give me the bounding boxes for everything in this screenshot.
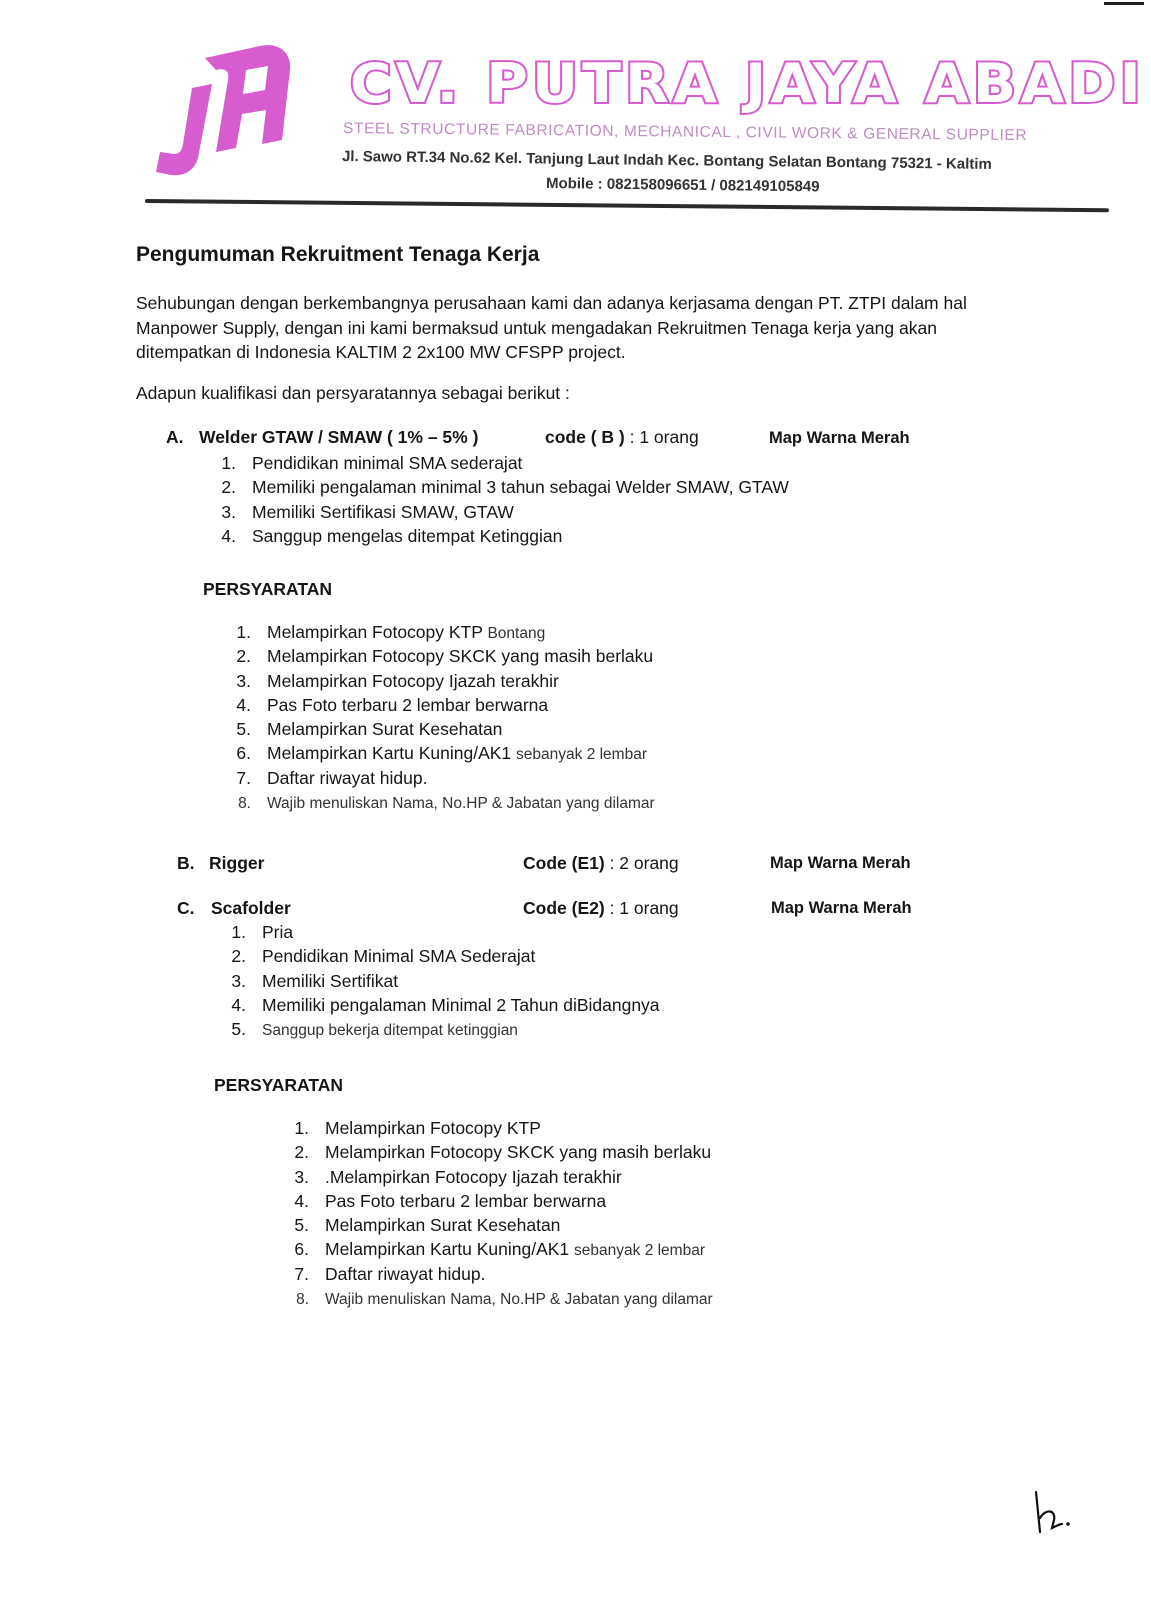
section-b-position: Rigger (209, 853, 265, 873)
list-item: 5. Melampirkan Surat Kesehatan (294, 1215, 561, 1236)
section-a-requirements (221, 620, 655, 814)
intro-line: ditempatkan di Indonesia KALTIM 2 2x100 MW CFSPP project. (136, 342, 626, 362)
section-b-code-label: Code (E1) (523, 853, 605, 873)
company-mobile: Mobile : 082158096651 / 082149105849 (545, 175, 820, 196)
section-b-folder: Map Warna Merah (770, 854, 911, 872)
intro-paragraph (136, 291, 1016, 365)
section-b-code (523, 853, 679, 874)
list-item: 4. Sanggup mengelas ditempat Ketinggian (221, 525, 563, 546)
section-c-position: Scafolder (211, 898, 291, 918)
list-item: 3. Melampirkan Fotocopy Ijazah terakhir (236, 670, 559, 691)
company-tagline: STEEL STRUCTURE FABRICATION, MECHANICAL , CIVIL WORK & GENERAL SUPPLIER (342, 120, 1028, 145)
list-item: 7. Daftar riwayat hidup. (236, 767, 428, 788)
letterhead-divider (145, 199, 1109, 212)
section-c-code-count: : 1 orang (609, 898, 679, 918)
list-item: 2. Memiliki pengalaman minimal 3 tahun sebagai Welder SMAW, GTAW (221, 477, 789, 498)
section-a-letter: A. (166, 427, 184, 447)
list-item: 5. Melampirkan Surat Kesehatan (236, 719, 503, 740)
section-b-code-count: : 2 orang (609, 853, 679, 873)
section-b-letter: B. (177, 853, 195, 873)
section-a-qualifications (206, 451, 789, 548)
section-a-code-count: : 1 orang (629, 427, 699, 447)
section-c-code-label: Code (E2) (523, 898, 605, 918)
list-item: 3. Memiliki Sertifikasi SMAW, GTAW (221, 501, 514, 522)
list-item: 1. Melampirkan Fotocopy KTP Bontang (236, 622, 546, 642)
list-item: 6. Melampirkan Kartu Kuning/AK1 sebanyak 2 lembar (236, 743, 647, 764)
list-item: 7. Daftar riwayat hidup. (294, 1263, 486, 1284)
company-name: CV. PUTRA JAYA ABADI (350, 52, 1145, 115)
section-c-code (523, 898, 679, 919)
list-item: 4. Pas Foto terbaru 2 lembar berwarna (236, 694, 549, 715)
section-c-qualifications (216, 920, 660, 1041)
list-item: 8. Wajib menuliskan Nama, No.HP & Jabatan yang dilamar (238, 795, 655, 813)
section-a-code (545, 427, 699, 448)
section-a-folder: Map Warna Merah (769, 429, 910, 447)
list-item: 4. Memiliki pengalaman Minimal 2 Tahun diBidangnya (231, 994, 660, 1015)
section-c-requirements-heading: PERSYARATAN (214, 1075, 344, 1095)
section-c-folder: Map Warna Merah (771, 899, 912, 917)
signature-mark (1030, 1488, 1090, 1538)
list-item: 3. .Melampirkan Fotocopy Ijazah terakhir (294, 1166, 622, 1187)
list-item: 1. Pria (231, 922, 294, 942)
section-a-code-label: code ( B ) (545, 427, 625, 447)
scan-mark (1104, 2, 1144, 5)
section-c-requirements (279, 1116, 713, 1310)
list-item: 2. Melampirkan Fotocopy SKCK yang masih berlaku (236, 646, 654, 667)
list-item: 2. Pendidikan Minimal SMA Sederajat (231, 946, 536, 967)
company-address: Jl. Sawo RT.34 No.62 Kel. Tanjung Laut Indah Kec. Bontang Selatan Bontang 75321 - Kaltim (341, 148, 992, 173)
section-a-requirements-heading: PERSYARATAN (203, 579, 333, 599)
list-item: 6. Melampirkan Kartu Kuning/AK1 sebanyak 2 lembar (294, 1239, 705, 1260)
section-c-letter: C. (177, 898, 195, 918)
intro-line: Sehubungan dengan berkembangnya perusahaan kami dan adanya kerjasama dengan PT. ZTPI dalam hal (136, 293, 967, 313)
list-item: 5. Sanggup bekerja ditempat ketinggian (231, 1019, 518, 1040)
qualification-intro: Adapun kualifikasi dan persyaratannya sebagai berikut : (136, 383, 570, 403)
list-item: 1. Pendidikan minimal SMA sederajat (221, 453, 523, 473)
list-item: 3. Memiliki Sertifikat (231, 970, 399, 991)
company-logo (150, 40, 300, 180)
list-item: 1. Melampirkan Fotocopy KTP (294, 1118, 541, 1138)
intro-line: Manpower Supply, dengan ini kami bermaksud untuk mengadakan Rekruitmen Tenaga kerja yang akan (136, 317, 937, 338)
list-item: 2. Melampirkan Fotocopy SKCK yang masih berlaku (294, 1142, 712, 1163)
list-item: 4. Pas Foto terbaru 2 lembar berwarna (294, 1190, 607, 1211)
section-a-position: Welder GTAW / SMAW ( 1% – 5% ) (199, 427, 479, 447)
page-title: Pengumuman Rekruitment Tenaga Kerja (136, 243, 540, 266)
list-item: 8. Wajib menuliskan Nama, No.HP & Jabatan yang dilamar (296, 1291, 713, 1309)
